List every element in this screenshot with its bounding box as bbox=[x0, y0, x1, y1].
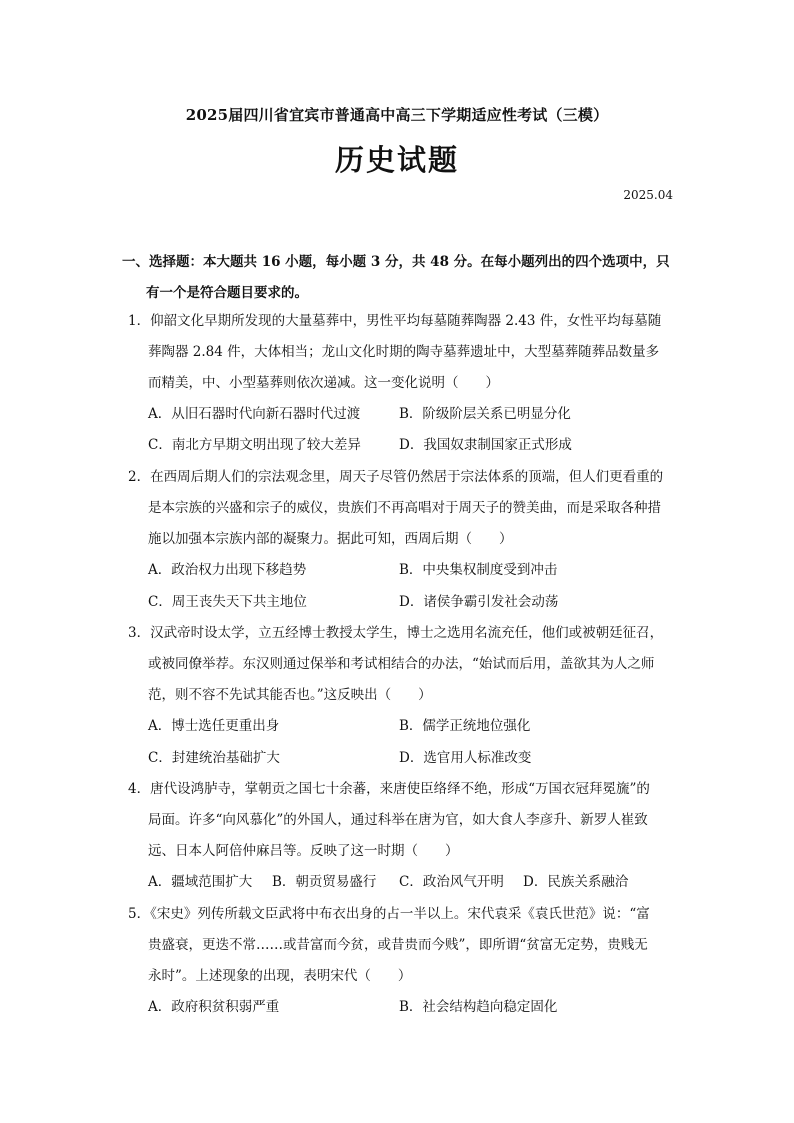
question-2-option-d[interactable]: D．诸侯争霸引发社会动荡 bbox=[399, 594, 559, 610]
question-2-option-a[interactable]: A．政治权力出现下移趋势 bbox=[148, 562, 307, 578]
question-1-line-3: 而精美，中、小型墓葬则依次递减。这一变化说明（ ） bbox=[148, 375, 499, 391]
question-1-line-2: 葬陶器 2.84 件，大体相当；龙山文化时期的陶寺墓葬遗址中，大型墓葬随葬品数量多 bbox=[148, 344, 660, 360]
exam-date: 2025.04 bbox=[623, 188, 673, 202]
question-2-option-c[interactable]: C．周王丧失天下共主地位 bbox=[148, 594, 307, 610]
exam-title: 2025届四川省宜宾市普通高中高三下学期适应性考试（三模） bbox=[185, 106, 609, 124]
question-1-line-1: 1．仰韶文化早期所发现的大量墓葬中，男性平均每墓随葬陶器 2.43 件，女性平均每墓随 bbox=[128, 313, 662, 329]
section-heading-line-1: 一、选择题：本大题共 16 小题，每小题 3 分，共 48 分。在每小题列出的四个选项中，只 bbox=[122, 254, 670, 270]
question-1-option-b[interactable]: B．阶级阶层关系已明显分化 bbox=[399, 406, 571, 422]
question-3-option-d[interactable]: D．选官用人标准改变 bbox=[399, 750, 532, 766]
question-2-line-2: 是本宗族的兴盛和宗子的威仪，贵族们不再高唱对于周天子的赞美曲，而是采取各种措 bbox=[148, 500, 661, 516]
question-5-line-2: 贵盛衰，更迭不常……或昔富而今贫，或昔贵而今贱”，即所谓“贫富无定势，贵贱无 bbox=[148, 937, 648, 953]
question-4-option-d[interactable]: D．民族关系融洽 bbox=[523, 874, 629, 890]
question-4-option-c[interactable]: C．政治风气开明 bbox=[399, 874, 504, 890]
question-5-line-1: 5．《宋史》列传所载文臣武将中布衣出身的占一半以上。宋代袁采《袁氏世范》说：“富 bbox=[128, 906, 650, 922]
question-3-option-c[interactable]: C．封建统治基础扩大 bbox=[148, 750, 280, 766]
question-2-line-1: 2．在西周后期人们的宗法观念里，周天子尽管仍然居于宗法体系的顶端，但人们更看重的 bbox=[128, 469, 664, 485]
question-3-line-3: 范，则不容不先试其能否也。”这反映出（ ） bbox=[148, 687, 432, 703]
question-5-option-b[interactable]: B．社会结构趋向稳定固化 bbox=[399, 999, 558, 1015]
question-1-option-c[interactable]: C．南北方早期文明出现了较大差异 bbox=[148, 437, 361, 453]
question-3-line-1: 3．汉武帝时设太学，立五经博士教授太学生，博士之选用名流充任，他们或被朝廷征召， bbox=[128, 625, 664, 641]
section-heading bbox=[122, 247, 682, 309]
question-5-option-a[interactable]: A．政府积贫积弱严重 bbox=[148, 999, 280, 1015]
question-5-line-3: 永时”。上述现象的出现，表明宋代（ ） bbox=[148, 968, 412, 984]
question-4-line-1: 4．唐代设鸿胪寺，掌朝贡之国七十余蕃，来唐使臣络绎不绝，形成“万国衣冠拜冕旒”的 bbox=[128, 781, 650, 797]
question-2-option-b[interactable]: B．中央集权制度受到冲击 bbox=[399, 562, 558, 578]
question-4-line-3: 远、日本人阿倍仲麻吕等。反映了这一时期（ ） bbox=[148, 843, 459, 859]
question-1-option-d[interactable]: D．我国奴隶制国家正式形成 bbox=[399, 437, 572, 453]
question-3-option-b[interactable]: B．儒学正统地位强化 bbox=[399, 718, 531, 734]
question-1-option-a[interactable]: A．从旧石器时代向新石器时代过渡 bbox=[148, 406, 361, 422]
section-heading-line-2: 有一个是符合题目要求的。 bbox=[146, 285, 308, 301]
question-4-option-b[interactable]: B．朝贡贸易盛行 bbox=[272, 874, 377, 890]
question-2-line-3: 施以加强本宗族内部的凝聚力。据此可知，西周后期（ ） bbox=[148, 531, 513, 547]
question-4-option-a[interactable]: A．疆域范围扩大 bbox=[148, 874, 253, 890]
subject-title: 历史试题 bbox=[334, 143, 459, 177]
question-4-line-2: 局面。许多“向风慕化”的外国人，通过科举在唐为官，如大食人李彦升、新罗人崔致 bbox=[148, 812, 648, 828]
question-3-option-a[interactable]: A．博士选任更重出身 bbox=[148, 718, 280, 734]
question-3-line-2: 或被同僚举荐。东汉则通过保举和考试相结合的办法，“始试而后用，盖欲其为人之师 bbox=[148, 656, 655, 672]
